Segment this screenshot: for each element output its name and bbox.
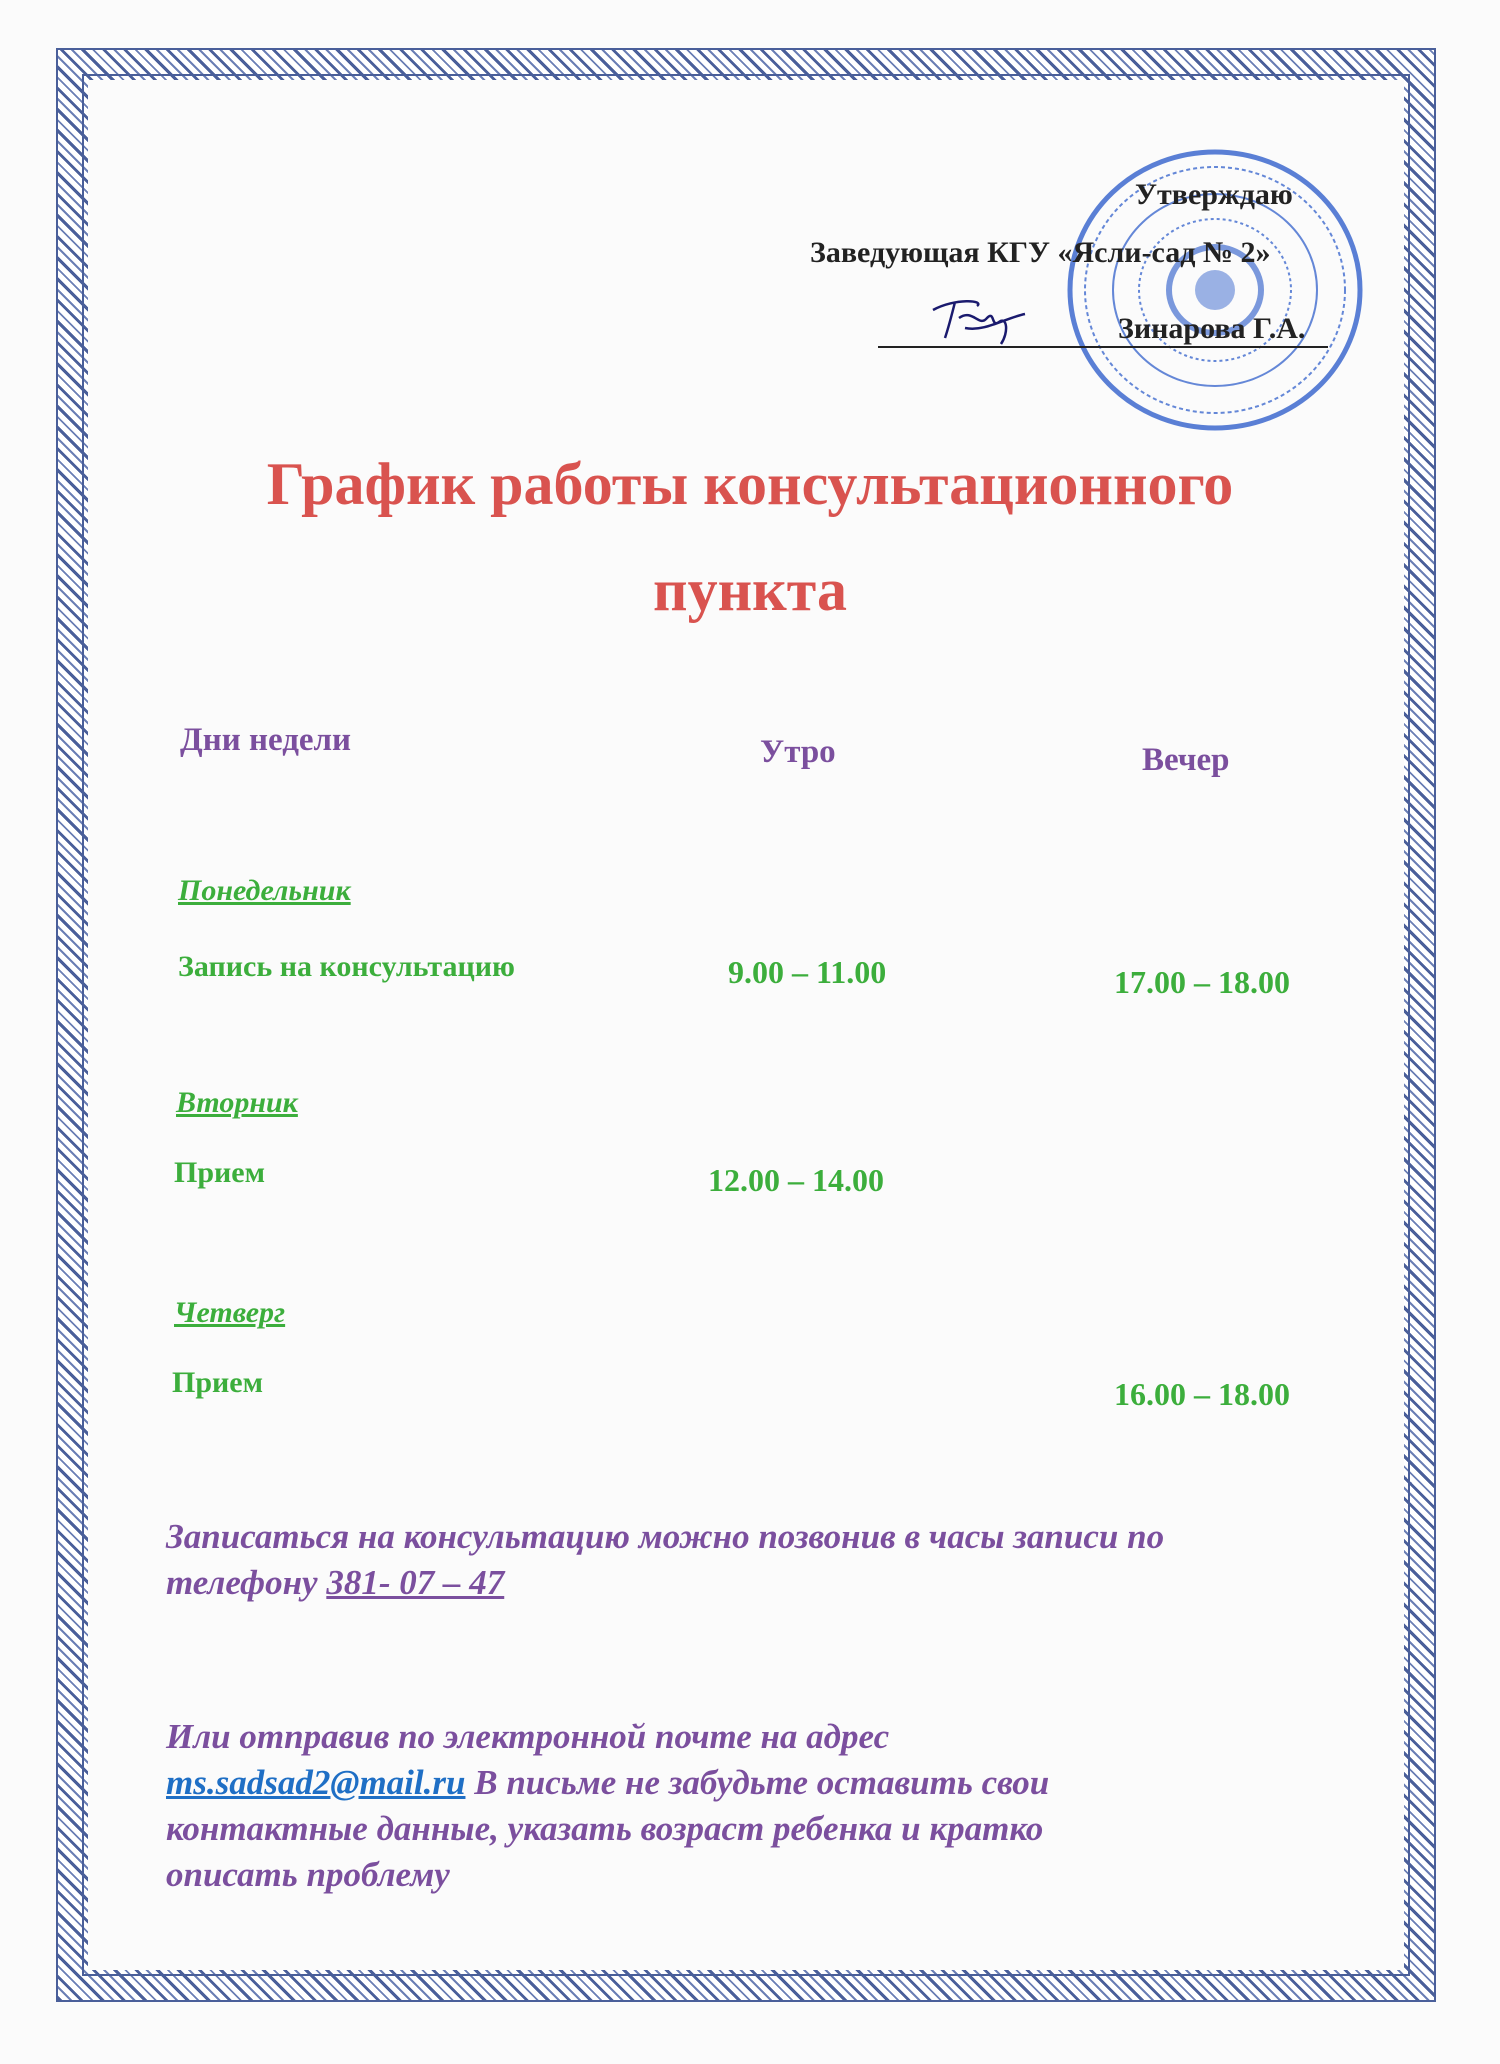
day-thursday: Четверг [174,1296,286,1329]
evening-thursday: 16.00 – 18.00 [1114,1376,1290,1412]
approve-label: Утверждаю [1135,178,1293,211]
approver-position: Заведующая КГУ «Ясли-сад № 2» [810,236,1271,269]
evening-monday: 17.00 – 18.00 [1114,964,1290,1000]
note-email-line2 [166,1760,1049,1805]
note-email-line4: описать проблему [166,1855,450,1894]
page-title-line2: пункта [653,557,847,623]
page-title-line1: График работы консультационного [266,451,1234,517]
note-call-line1: Записаться на консультацию можно позвонив в часы записи по [166,1517,1165,1556]
activity-thursday: Прием [172,1366,264,1399]
header-days: Дни недели [180,722,352,758]
morning-monday: 9.00 – 11.00 [728,954,887,990]
day-monday: Понедельник [178,874,351,907]
email-link[interactable]: ms.sadsad2@mail.ru [166,1763,466,1802]
note-email-rest: В письме не забудьте оставить свои [465,1763,1050,1802]
approver-name: Зинарова Г.А. [1118,312,1306,345]
signature-line [878,346,1328,348]
signature-icon [925,288,1035,348]
header-morning: Утро [760,734,836,770]
phone-number: 381- 07 – 47 [326,1563,505,1602]
day-tuesday: Вторник [176,1086,298,1119]
note-email-line3: контактные данные, указать возраст ребенка и кратко [166,1809,1044,1848]
activity-monday: Запись на консультацию [178,950,515,983]
note-call-prefix: телефону [166,1563,327,1602]
note-call-line2 [166,1560,504,1605]
note-email-line1: Или отправив по электронной почте на адрес [166,1717,890,1756]
header-evening: Вечер [1142,742,1230,778]
morning-tuesday: 12.00 – 14.00 [708,1162,884,1198]
activity-tuesday: Прием [174,1156,266,1189]
